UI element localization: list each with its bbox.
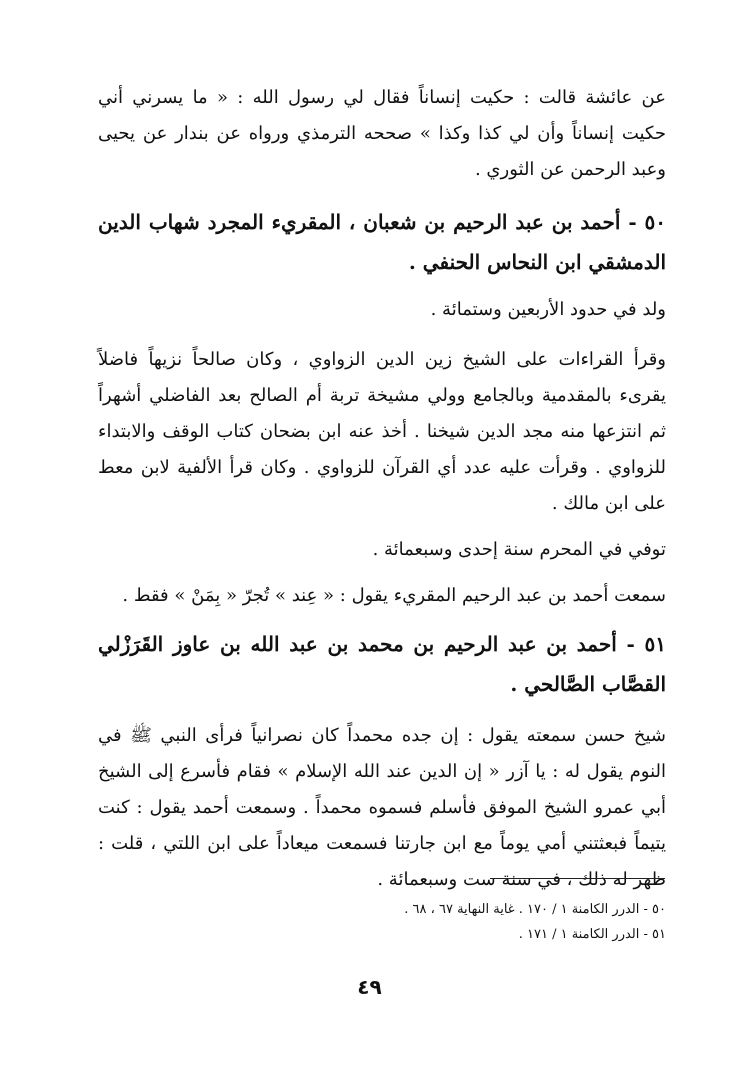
- paragraph-quote: سمعت أحمد بن عبد الرحيم المقريء يقول : « عِند » تُجرّ « بِمَنْ » فقط .: [122, 585, 666, 606]
- entry-51-name: أحمد بن عبد الرحيم بن محمد بن عبد الله بن عاوز القَرَزْلي القصَّاب الصَّالحي .: [98, 632, 666, 696]
- entry-50-heading: [98, 202, 666, 282]
- footnote-51: ٥١ - الدرر الكامنة ١ / ١٧١ .: [518, 927, 666, 942]
- paragraph-story: شيخ حسن سمعته يقول : إن جده محمداً كان نصرانياً فرأى النبي ﷺ في النوم يقول له : يا آزر « إن الدين عند الله الإسلام » فقام فأسرع إلى الشيخ أبي عمرو الشيخ الموفق فأسلم فسموه محمداً . وسمعت أحمد يقول : كنت يتيماً فبعثتني أمي يوماً مع ابن جارتنا فسمعت ميعاداً على ابن اللتي ، قلت : ظهر له ذلك ، في سنة ست وسبعمائة .: [98, 725, 666, 890]
- page-body: [98, 80, 666, 898]
- entry-51-heading: [98, 624, 666, 704]
- paragraph-hadith: عن عائشة قالت : حكيت إنساناً فقال لي رسول الله : « ما يسرني أني حكيت إنساناً وأن لي كذا وكذا » صححه الترمذي ورواه عن بندار عن يحيى وعبد الرحمن عن الثوري .: [98, 87, 666, 180]
- entry-50-name: أحمد بن عبد الرحيم بن شعبان ، المقريء المجرد شهاب الدين الدمشقي ابن النحاس الحنفي .: [98, 210, 666, 274]
- footnote-divider: [490, 878, 665, 879]
- paragraph-birth: ولد في حدود الأربعين وستمائة .: [430, 299, 666, 320]
- footnote-50: ٥٠ - الدرر الكامنة ١ / ١٧٠ . غاية النهاية ٦٧ ، ٦٨ .: [404, 902, 666, 917]
- footnotes: [300, 897, 666, 947]
- paragraph-biography: وقرأ القراءات على الشيخ زين الدين الزواوي ، وكان صالحاً نزيهاً فاضلاً يقرىء بالمقدمية وبالجامع وولي مشيخة تربة أم الصالح بعد الفاضلي أشهراً ثم انتزعها منه مجد الدين شيخنا . أخذ عنه ابن بضحان كتاب الوقف والابتداء للزواوي . وقرأت عليه عدد أي القرآن للزواوي . وكان قرأ الألفية لابن معط على ابن مالك .: [98, 349, 666, 514]
- page-number: ٤٩: [357, 975, 382, 999]
- paragraph-death: توفي في المحرم سنة إحدى وسبعمائة .: [372, 539, 666, 560]
- entry-50-number: ٥٠ -: [628, 210, 666, 234]
- entry-51-number: ٥١ -: [626, 632, 666, 656]
